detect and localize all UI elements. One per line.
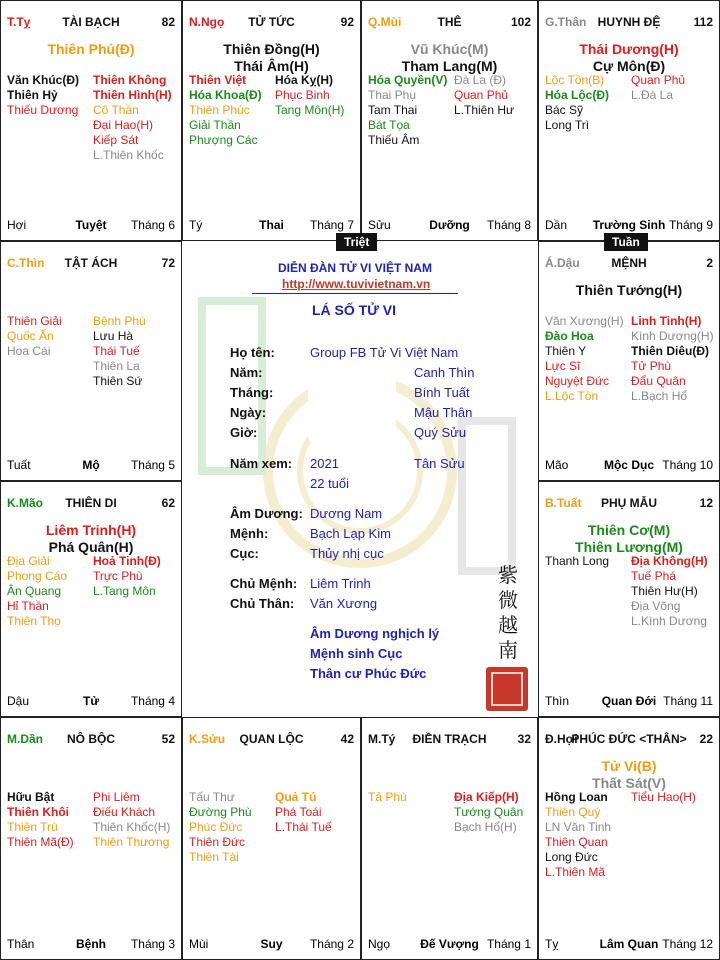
major-stars	[362, 41, 537, 75]
major-star: Vũ Khúc(M)	[410, 41, 489, 57]
minor-star: Tam Thai	[368, 103, 418, 117]
minor-stars-left	[545, 790, 611, 880]
minor-star: Phá Toái	[275, 805, 322, 819]
stem-branch: Á.Dậu	[545, 256, 580, 270]
birth-field-can-chi: Quý Sửu	[414, 425, 467, 440]
minor-star: Thiên Quý	[545, 805, 601, 819]
stem-branch: K.Mão	[7, 496, 43, 510]
minor-stars-right	[631, 554, 708, 629]
stem-branch: T.Tỵ	[7, 15, 31, 29]
han-character: 紫	[498, 563, 518, 587]
minor-stars-right	[454, 73, 514, 118]
stem-branch: Q.Mùi	[368, 15, 402, 29]
minor-stars-right	[631, 314, 714, 404]
palace-cell-6	[538, 481, 720, 717]
minor-star: Bác Sỹ	[545, 103, 584, 117]
life-stage: Tuyệt	[75, 218, 107, 232]
minor-star: Thiên Hình(H)	[93, 88, 172, 102]
birth-field-label: Họ tên:	[230, 345, 275, 360]
palace-cell-9	[182, 717, 361, 960]
minor-star: Tả Phù	[368, 790, 407, 804]
major-stars	[539, 758, 719, 792]
minor-star: Thiên Diêu(Đ)	[631, 344, 709, 358]
minor-star: Thiên Phúc	[189, 103, 250, 117]
palace-cell-1	[0, 0, 182, 241]
divider	[252, 293, 458, 294]
palace-name: THIÊN DI	[65, 496, 117, 510]
life-stage: Mộ	[82, 458, 100, 472]
palace-cell-3	[361, 0, 538, 241]
lunar-month: Tháng 12	[662, 937, 713, 951]
nam-xem-can-chi: Tân Sửu	[414, 456, 465, 471]
life-stage: Trường Sinh	[592, 218, 666, 232]
property-label: Âm Dương:	[230, 506, 303, 521]
birth-field-value: Group FB Tử Vi Việt Nam	[310, 345, 459, 360]
palace-name: PHÚC ĐỨC <THÂN>	[571, 732, 687, 746]
earthly-branch: Mão	[545, 458, 569, 472]
minor-star: Đẩu Quân	[631, 374, 686, 388]
age: 22 tuổi	[310, 476, 350, 491]
minor-star: Hoa Cái	[7, 344, 51, 358]
stem-branch: M.Dần	[7, 732, 43, 746]
lunar-month: Tháng 5	[130, 458, 175, 472]
property-value: Thủy nhị cục	[310, 546, 384, 561]
minor-star: Hóa Quyền(V)	[368, 73, 448, 87]
minor-star: Lực Sĩ	[545, 359, 581, 373]
minor-star: Thai Phụ	[368, 88, 417, 102]
minor-star: Thiên Đức	[189, 835, 246, 849]
palace-cell-2	[182, 0, 361, 241]
minor-star: Địa Kiếp(H)	[454, 790, 519, 804]
minor-star: Thiên Y	[545, 344, 587, 358]
birth-field-can-chi: Bính Tuất	[414, 385, 470, 400]
property-label: Cục:	[230, 546, 259, 561]
major-star: Cự Môn(Đ)	[592, 58, 666, 74]
minor-star: Tướng Quân	[454, 805, 524, 819]
major-star: Thiên Tướng(H)	[575, 282, 683, 298]
palace-name: NÔ BỘC	[67, 732, 115, 746]
minor-star: Quan Phủ	[454, 88, 509, 102]
property-value: Bạch Lạp Kim	[310, 526, 391, 541]
life-stage: Tử	[82, 694, 100, 708]
minor-star: Thiên La	[93, 359, 140, 373]
palace-name: HUYNH ĐỆ	[597, 15, 661, 29]
lunar-month: Tháng 7	[309, 218, 354, 232]
minor-star: Thiên Tài	[189, 850, 239, 864]
decade-age: 72	[161, 256, 175, 270]
minor-star: Thiếu Âm	[368, 133, 420, 147]
red-seal	[486, 667, 528, 711]
minor-star: Hỉ Thần	[7, 599, 49, 613]
decade-age: 42	[340, 732, 354, 746]
minor-star: Thiên Giải	[7, 314, 62, 328]
minor-star: Kình Dương(H)	[631, 329, 714, 343]
minor-star: L.Thái Tuế	[275, 820, 332, 834]
chart-note: Âm Dương nghịch lý	[310, 626, 440, 641]
stem-branch: C.Thìn	[7, 256, 45, 270]
palace-name: TỬ TỨC	[248, 15, 295, 29]
major-star: Thái Âm(H)	[234, 58, 309, 74]
minor-star: Phúc Đức	[189, 820, 243, 834]
minor-stars-left	[368, 790, 407, 805]
birth-field-label: Giờ:	[230, 425, 258, 440]
minor-star: Hoả Tinh(Đ)	[93, 554, 161, 568]
decade-age: 92	[340, 15, 354, 29]
minor-stars-right	[93, 314, 146, 389]
palace-name: QUAN LỘC	[239, 732, 304, 746]
minor-star: Lộc Tồn(B)	[545, 73, 605, 87]
minor-stars-left	[545, 554, 609, 569]
palace-name: MỆNH	[611, 256, 647, 270]
minor-star: Quan Phủ	[631, 73, 686, 87]
minor-star: Quả Tú	[275, 790, 317, 804]
stem-branch: B.Tuất	[545, 496, 582, 510]
stem-branch: M.Tý	[368, 732, 396, 746]
minor-star: Tiểu Hao(H)	[631, 790, 696, 804]
minor-star: Long Trì	[545, 118, 590, 132]
minor-stars-right	[631, 790, 696, 805]
minor-star: Thiên Mã(Đ)	[7, 835, 74, 849]
decade-age: 82	[161, 15, 175, 29]
minor-stars-right	[275, 73, 344, 118]
earthly-branch: Mùi	[189, 937, 209, 951]
chart-note: Mệnh sinh Cục	[310, 646, 403, 661]
decade-age: 12	[699, 496, 713, 510]
minor-star: Bát Tọa	[368, 118, 410, 132]
minor-star: Tử Phù	[631, 359, 672, 373]
lunar-month: Tháng 1	[486, 937, 531, 951]
minor-stars-left	[545, 314, 624, 404]
earthly-branch: Dậu	[7, 694, 30, 708]
major-stars	[539, 41, 719, 75]
major-star: Thiên Cơ(M)	[587, 522, 671, 538]
decade-age: 62	[161, 496, 175, 510]
lunar-month: Tháng 9	[668, 218, 713, 232]
major-star: Phá Quân(H)	[48, 539, 134, 555]
minor-star: Thái Tuế	[93, 344, 140, 358]
life-stage: Lâm Quan	[599, 937, 659, 951]
minor-star: Phong Cáo	[7, 569, 68, 583]
lunar-month: Tháng 3	[130, 937, 175, 951]
minor-stars-right	[93, 790, 170, 850]
minor-star: Linh Tinh(H)	[631, 314, 702, 328]
major-stars	[183, 41, 360, 75]
palace-name: PHỤ MẪU	[601, 496, 657, 510]
major-stars	[539, 522, 719, 556]
han-character: 越	[498, 613, 518, 637]
lunar-month: Tháng 2	[309, 937, 354, 951]
property-value: Văn Xương	[310, 596, 378, 611]
major-star: Thất Sát(V)	[592, 775, 666, 791]
major-stars	[1, 522, 181, 556]
stem-branch: K.Sửu	[189, 732, 226, 746]
minor-star: Bệnh Phù	[93, 314, 146, 328]
minor-stars-left	[545, 73, 609, 133]
minor-star: Phi Liêm	[93, 790, 140, 804]
decade-age: 32	[517, 732, 531, 746]
minor-stars-left	[7, 554, 67, 629]
minor-star: Thanh Long	[545, 554, 610, 568]
minor-star: L.Lộc Tồn	[545, 389, 599, 403]
lunar-month: Tháng 10	[662, 458, 713, 472]
minor-star: Văn Khúc(Đ)	[7, 73, 79, 87]
minor-star: Kiếp Sát	[93, 133, 139, 147]
minor-star: Thiên Sứ	[93, 374, 143, 388]
major-star: Thái Dương(H)	[579, 41, 679, 57]
nam-xem-value: 2021	[310, 456, 339, 471]
palace-cell-11	[0, 481, 182, 717]
minor-star: Thiên Hỷ	[7, 88, 58, 102]
minor-star: Đào Hoa	[545, 329, 594, 343]
chart-title: LÁ SỐ TỬ VI	[312, 302, 396, 318]
earthly-branch: Hợi	[7, 218, 27, 232]
life-stage: Thai	[259, 218, 284, 232]
minor-star: Giải Thần	[189, 118, 241, 132]
decade-age: 52	[161, 732, 175, 746]
han-character: 南	[498, 638, 518, 662]
earthly-branch: Tý	[189, 218, 203, 232]
minor-star: Thiếu Dương	[7, 103, 79, 117]
major-star: Thiên Lương(M)	[575, 539, 683, 555]
minor-star: Tấu Thư	[189, 790, 235, 804]
earthly-branch: Sửu	[368, 218, 391, 232]
major-star: Tử Vi(B)	[601, 758, 657, 774]
minor-star: Địa Giải	[7, 554, 50, 568]
birth-field-label: Năm:	[230, 365, 263, 380]
minor-stars-left	[7, 73, 79, 118]
property-label: Chủ Mệnh:	[230, 576, 298, 591]
life-stage: Bệnh	[76, 937, 106, 951]
minor-star: Địa Võng	[631, 599, 681, 613]
birth-field-label: Tháng:	[230, 385, 274, 400]
property-label: Mệnh:	[230, 526, 269, 541]
minor-star: Thiên Hư(H)	[631, 584, 698, 598]
birth-field-can-chi: Canh Thìn	[414, 365, 475, 380]
minor-star: Thiên Việt	[189, 73, 247, 87]
minor-stars-right	[631, 73, 685, 103]
life-stage: Suy	[260, 937, 283, 951]
lunar-month: Tháng 8	[486, 218, 531, 232]
palace-name: TÀI BẠCH	[62, 15, 120, 29]
minor-star: Văn Xương(H)	[545, 314, 624, 328]
life-stage: Đế Vượng	[420, 937, 479, 951]
property-value: Liêm Trinh	[310, 576, 371, 591]
minor-star: L.Thiên Mã	[545, 865, 606, 879]
stem-branch: N.Ngọ	[189, 15, 225, 29]
tuan-tag: Tuần	[604, 233, 648, 251]
minor-stars-right	[93, 73, 172, 163]
minor-star: Phượng Các	[189, 133, 258, 147]
major-stars	[539, 282, 719, 299]
lunar-month: Tháng 4	[130, 694, 175, 708]
palace-cell-12	[0, 241, 182, 481]
minor-star: L.Tang Môn	[93, 584, 156, 598]
redaction-mask	[308, 365, 396, 445]
major-star: Thiên Đồng(H)	[223, 41, 320, 57]
chart-note: Thân cư Phúc Đức	[310, 666, 427, 681]
minor-star: Cô Thần	[93, 103, 139, 117]
minor-star: Thiên Thương	[93, 835, 170, 849]
minor-star: L.Thiên Khốc	[93, 148, 164, 162]
minor-star: LN Văn Tinh	[545, 820, 612, 834]
han-calligraphy	[498, 563, 522, 663]
decade-age: 2	[706, 256, 713, 270]
minor-star: Địa Không(H)	[631, 554, 708, 568]
palace-cell-5	[538, 241, 720, 481]
palace-cell-8	[361, 717, 538, 960]
lunar-month: Tháng 6	[130, 218, 175, 232]
birth-field-label: Ngày:	[230, 405, 267, 420]
minor-star: Hóa Kỵ(H)	[275, 73, 334, 87]
minor-star: Thiên Khốc(H)	[93, 820, 171, 834]
birth-field-can-chi: Mậu Thân	[414, 405, 473, 420]
minor-star: Hữu Bật	[7, 790, 55, 804]
palace-name: ĐIỀN TRẠCH	[412, 732, 487, 746]
minor-star: Phục Binh	[275, 88, 330, 102]
minor-star: Thiên Thọ	[7, 614, 61, 628]
earthly-branch: Thìn	[545, 694, 570, 708]
minor-star: Thiên Khôi	[7, 805, 69, 819]
earthly-branch: Dần	[545, 218, 568, 232]
minor-star: Bạch Hổ(H)	[454, 820, 517, 834]
minor-star: Điếu Khách	[93, 805, 156, 819]
earthly-branch: Ngọ	[368, 937, 391, 951]
minor-star: Ân Quang	[7, 584, 62, 598]
minor-stars-left	[368, 73, 447, 148]
palace-cell-10	[0, 717, 182, 960]
minor-star: Đà La (Đ)	[454, 73, 507, 87]
life-stage: Dưỡng	[429, 218, 470, 232]
triet-tag: Triệt	[336, 233, 377, 251]
minor-stars-left	[7, 314, 62, 359]
minor-stars-left	[189, 73, 262, 148]
minor-star: Hóa Lộc(Đ)	[545, 88, 609, 102]
major-stars	[1, 41, 181, 58]
earthly-branch: Tỵ	[545, 937, 559, 951]
major-star: Liêm Trinh(H)	[45, 522, 137, 538]
minor-star: Quốc Ấn	[7, 329, 54, 343]
lunar-month: Tháng 11	[663, 694, 713, 708]
nam-xem-label: Năm xem:	[230, 456, 293, 471]
minor-star: Tang Môn(H)	[275, 103, 345, 117]
minor-star: Nguyệt Đức	[545, 374, 610, 388]
major-star: Tham Lang(M)	[401, 58, 498, 74]
property-label: Chủ Thân:	[230, 596, 295, 611]
palace-cell-4	[538, 0, 720, 241]
decade-age: 22	[699, 732, 713, 746]
minor-star: Đại Hao(H)	[93, 118, 154, 132]
minor-star: L.Đà La	[631, 88, 674, 102]
major-star: Thiên Phủ(Đ)	[47, 41, 135, 57]
minor-star: Long Đức	[545, 850, 598, 864]
minor-stars-right	[93, 554, 161, 599]
minor-star: L.Kình Dương	[631, 614, 707, 628]
minor-star: Trực Phù	[93, 569, 143, 583]
property-value: Dương Nam	[310, 506, 383, 521]
forum-url[interactable]: http://www.tuvivietnam.vn	[282, 277, 431, 291]
life-stage: Mộc Dục	[603, 458, 654, 472]
life-stage: Quan Đới	[601, 694, 657, 708]
forum-name: DIỄN ĐÀN TỬ VI VIỆT NAM	[278, 261, 432, 275]
minor-star: Tuế Phá	[631, 569, 676, 583]
earthly-branch: Tuất	[7, 458, 31, 472]
han-character: 微	[498, 588, 518, 612]
stem-branch: Đ.Hợi	[545, 732, 578, 746]
stem-branch: G.Thân	[545, 15, 587, 29]
center-panel	[182, 241, 538, 717]
minor-stars-right	[275, 790, 332, 835]
minor-star: Hóa Khoa(Đ)	[189, 88, 262, 102]
minor-star: Hồng Loan	[545, 790, 608, 804]
palace-cell-7	[538, 717, 720, 960]
minor-stars-right	[454, 790, 523, 835]
minor-star: Thiên Không	[93, 73, 167, 87]
minor-star: L.Bạch Hổ	[631, 389, 688, 403]
earthly-branch: Thân	[7, 937, 35, 951]
minor-star: L.Thiên Hư	[454, 103, 515, 117]
minor-stars-left	[7, 790, 74, 850]
palace-name: THÊ	[437, 15, 462, 29]
palace-name: TẬT ÁCH	[64, 256, 118, 270]
minor-star: Thiên Quan	[545, 835, 608, 849]
minor-star: Thiên Trù	[7, 820, 58, 834]
minor-stars-left	[189, 790, 252, 865]
minor-star: Đường Phù	[189, 805, 252, 819]
minor-star: Lưu Hà	[93, 329, 134, 343]
decade-age: 112	[693, 15, 713, 29]
decade-age: 102	[510, 15, 531, 29]
